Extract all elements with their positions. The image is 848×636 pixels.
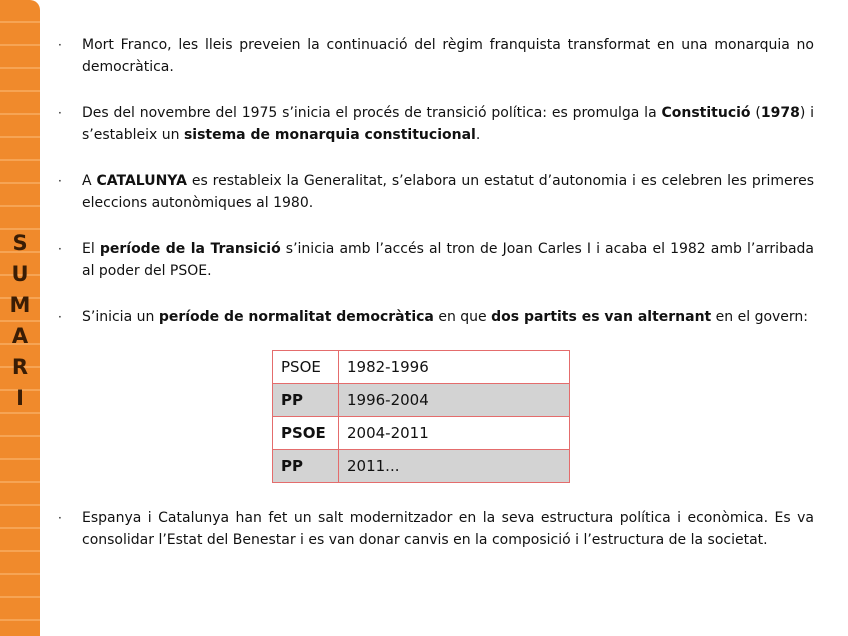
party-cell: PSOE: [273, 417, 339, 450]
bullet-text: en el govern:: [711, 309, 809, 325]
bullet-text: s’inicia amb l’accés al tron de Joan Carles I i acaba el 1982 amb l’arribada al poder del PSOE.: [82, 241, 815, 279]
sumari-letter: S: [12, 231, 28, 255]
bullet-text: en que: [433, 309, 492, 325]
bold-text: sistema de monarquia constitucional: [183, 127, 476, 143]
slide-content: [58, 34, 814, 573]
bullet-text: ) i s’estableix un: [82, 105, 814, 143]
bullet-text: (: [750, 105, 761, 121]
sumari-letter: A: [11, 324, 29, 348]
table-row: [273, 417, 570, 450]
period-cell: 2011...: [339, 450, 570, 483]
table-row: [273, 450, 570, 483]
period-cell: 1996-2004: [339, 384, 570, 417]
bullet-marker: ·: [58, 511, 62, 525]
table-row: [273, 351, 570, 384]
bullet-franco: [58, 34, 814, 78]
bold-text: període de la Transició: [99, 241, 281, 257]
bullet-text: es restableix la Generalitat, s’elabora un estatut d’autonomia i es celebren les primeres eleccions autonòmiques al 1980.: [82, 173, 815, 211]
bullet-catalunya: [58, 170, 814, 214]
bullet-marker: ·: [58, 242, 62, 256]
period-cell: 2004-2011: [339, 417, 570, 450]
sumari-letter: I: [16, 386, 24, 410]
bullet-text: Mort Franco, les lleis preveien la continuació del règim franquista transformat en una monarquia no democràtica.: [82, 37, 814, 75]
bullet-marker: ·: [58, 174, 62, 188]
bullet-modernitzacio: [58, 507, 814, 573]
party-cell: PSOE: [273, 351, 339, 384]
sumari-letter: R: [11, 355, 29, 379]
table-row: [273, 384, 570, 417]
bullet-marker: ·: [58, 38, 62, 52]
bullet-text: Espanya i Catalunya han fet un salt modernitzador en la seva estructura política i econòmica. Es va consolidar l’Estat del Benestar i es van donar canvis en la composició i l’estructura de la societat.: [82, 510, 814, 548]
bullet-text: .: [475, 127, 481, 143]
bold-text: període de normalitat democràtica: [158, 309, 434, 325]
sidebar-band: [0, 0, 40, 636]
bullet-text: El: [82, 241, 100, 257]
bullet-text: A: [82, 173, 97, 189]
bullet-marker: ·: [58, 106, 62, 120]
bullet-transicio: [58, 102, 814, 146]
party-cell: PP: [273, 384, 339, 417]
party-cell: PP: [273, 450, 339, 483]
bold-text: dos partits es van alternant: [491, 309, 712, 325]
bullet-normalitat: [58, 306, 814, 350]
bullet-text: S’inicia un: [82, 309, 159, 325]
bullet-marker: ·: [58, 310, 62, 324]
period-cell: 1982-1996: [339, 351, 570, 384]
bullet-periode-transicio: [58, 238, 814, 282]
sumari-letter: M: [9, 293, 31, 317]
bullet-text: Des del novembre del 1975 s’inicia el procés de transició política: es promulga la: [82, 105, 662, 121]
bold-text: 1978: [760, 105, 800, 121]
government-parties-table: [272, 350, 570, 483]
bold-text: Constitució: [661, 105, 751, 121]
sumari-letter: U: [11, 262, 29, 286]
sumari-vertical-title: [0, 228, 40, 414]
bold-text: CATALUNYA: [96, 173, 187, 189]
